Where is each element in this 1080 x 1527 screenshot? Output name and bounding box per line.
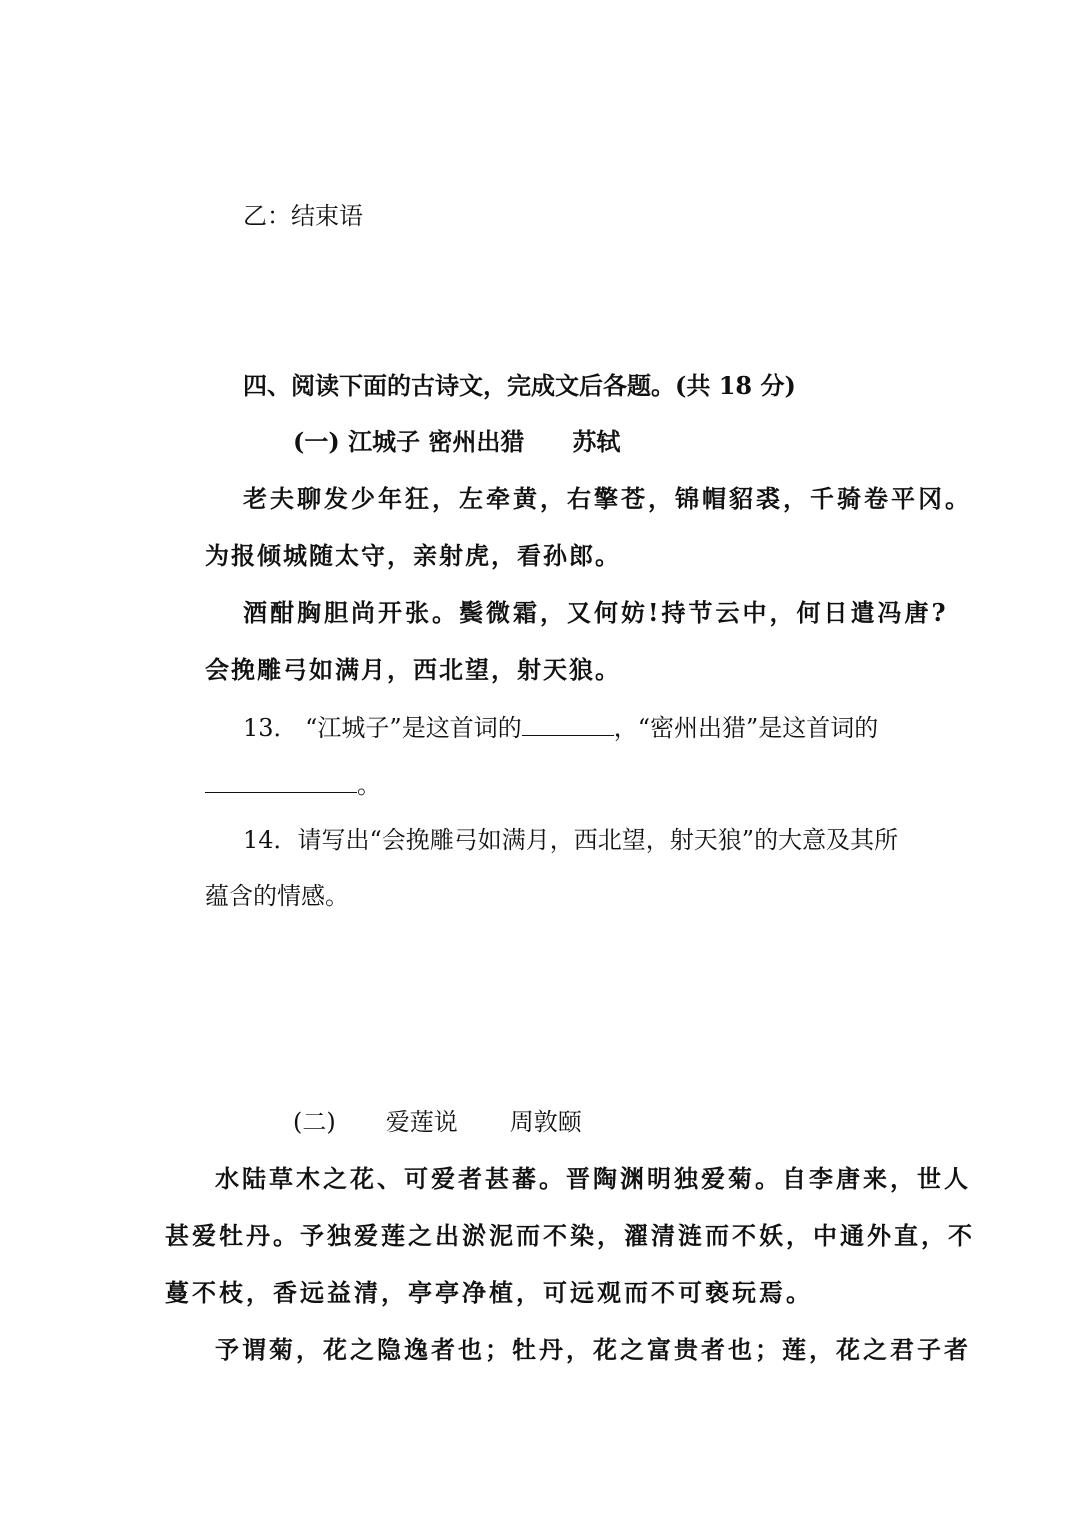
prose-line: 甚爱牡丹。予独爱莲之出淤泥而不染，濯清涟而不妖，中通外直，不 (165, 1221, 975, 1250)
prose-author: 周敦颐 (509, 1108, 582, 1136)
prose-name: 爱莲说 (385, 1108, 458, 1136)
question-14-line1: 14．请写出“会挽雕弓如满月，西北望，射天狼”的大意及其所 (243, 826, 899, 854)
prose-title (293, 1106, 582, 1138)
section-heading: 四、阅读下面的古诗文，完成文后各题。(共 18 分) (243, 371, 796, 400)
question-13-end: 。 (357, 771, 381, 799)
prose-line: 蔓不枝，香远益清，亭亭净植，可远观而不可亵玩焉。 (165, 1278, 813, 1307)
poem-title: (一) 江城子 密州出猎 苏轼 (293, 427, 621, 456)
prose-line: 水陆草木之花、可爱者甚蕃。晋陶渊明独爱菊。自李唐来，世人 (215, 1164, 971, 1193)
question-13-part2: ，“密州出猎”是这首词的 (613, 714, 879, 742)
prose-number: (二) (293, 1108, 336, 1136)
question-13-part1: 13． “江城子”是这首词的 (243, 714, 522, 742)
poem-line: 老夫聊发少年狂，左牵黄，右擎苍，锦帽貂裘，千骑卷平冈。 (243, 484, 972, 513)
prose-line: 予谓菊，花之隐逸者也；牡丹，花之富贵者也；莲，花之君子者 (215, 1335, 971, 1364)
question-13-continued (205, 768, 381, 801)
question-14-line2: 蕴含的情感。 (205, 882, 349, 910)
poem-line: 会挽雕弓如满月，西北望，射天狼。 (205, 655, 621, 684)
answer-blank (205, 768, 357, 793)
poem-line: 酒酣胸胆尚开张。鬓微霜，又何妨!持节云中，何日遣冯唐? (243, 598, 949, 627)
poem-line: 为报倾城随太守，亲射虎，看孙郎。 (205, 541, 621, 570)
question-13 (243, 711, 878, 744)
answer-blank (522, 711, 614, 736)
answer-yi: 乙：结束语 (243, 202, 363, 230)
